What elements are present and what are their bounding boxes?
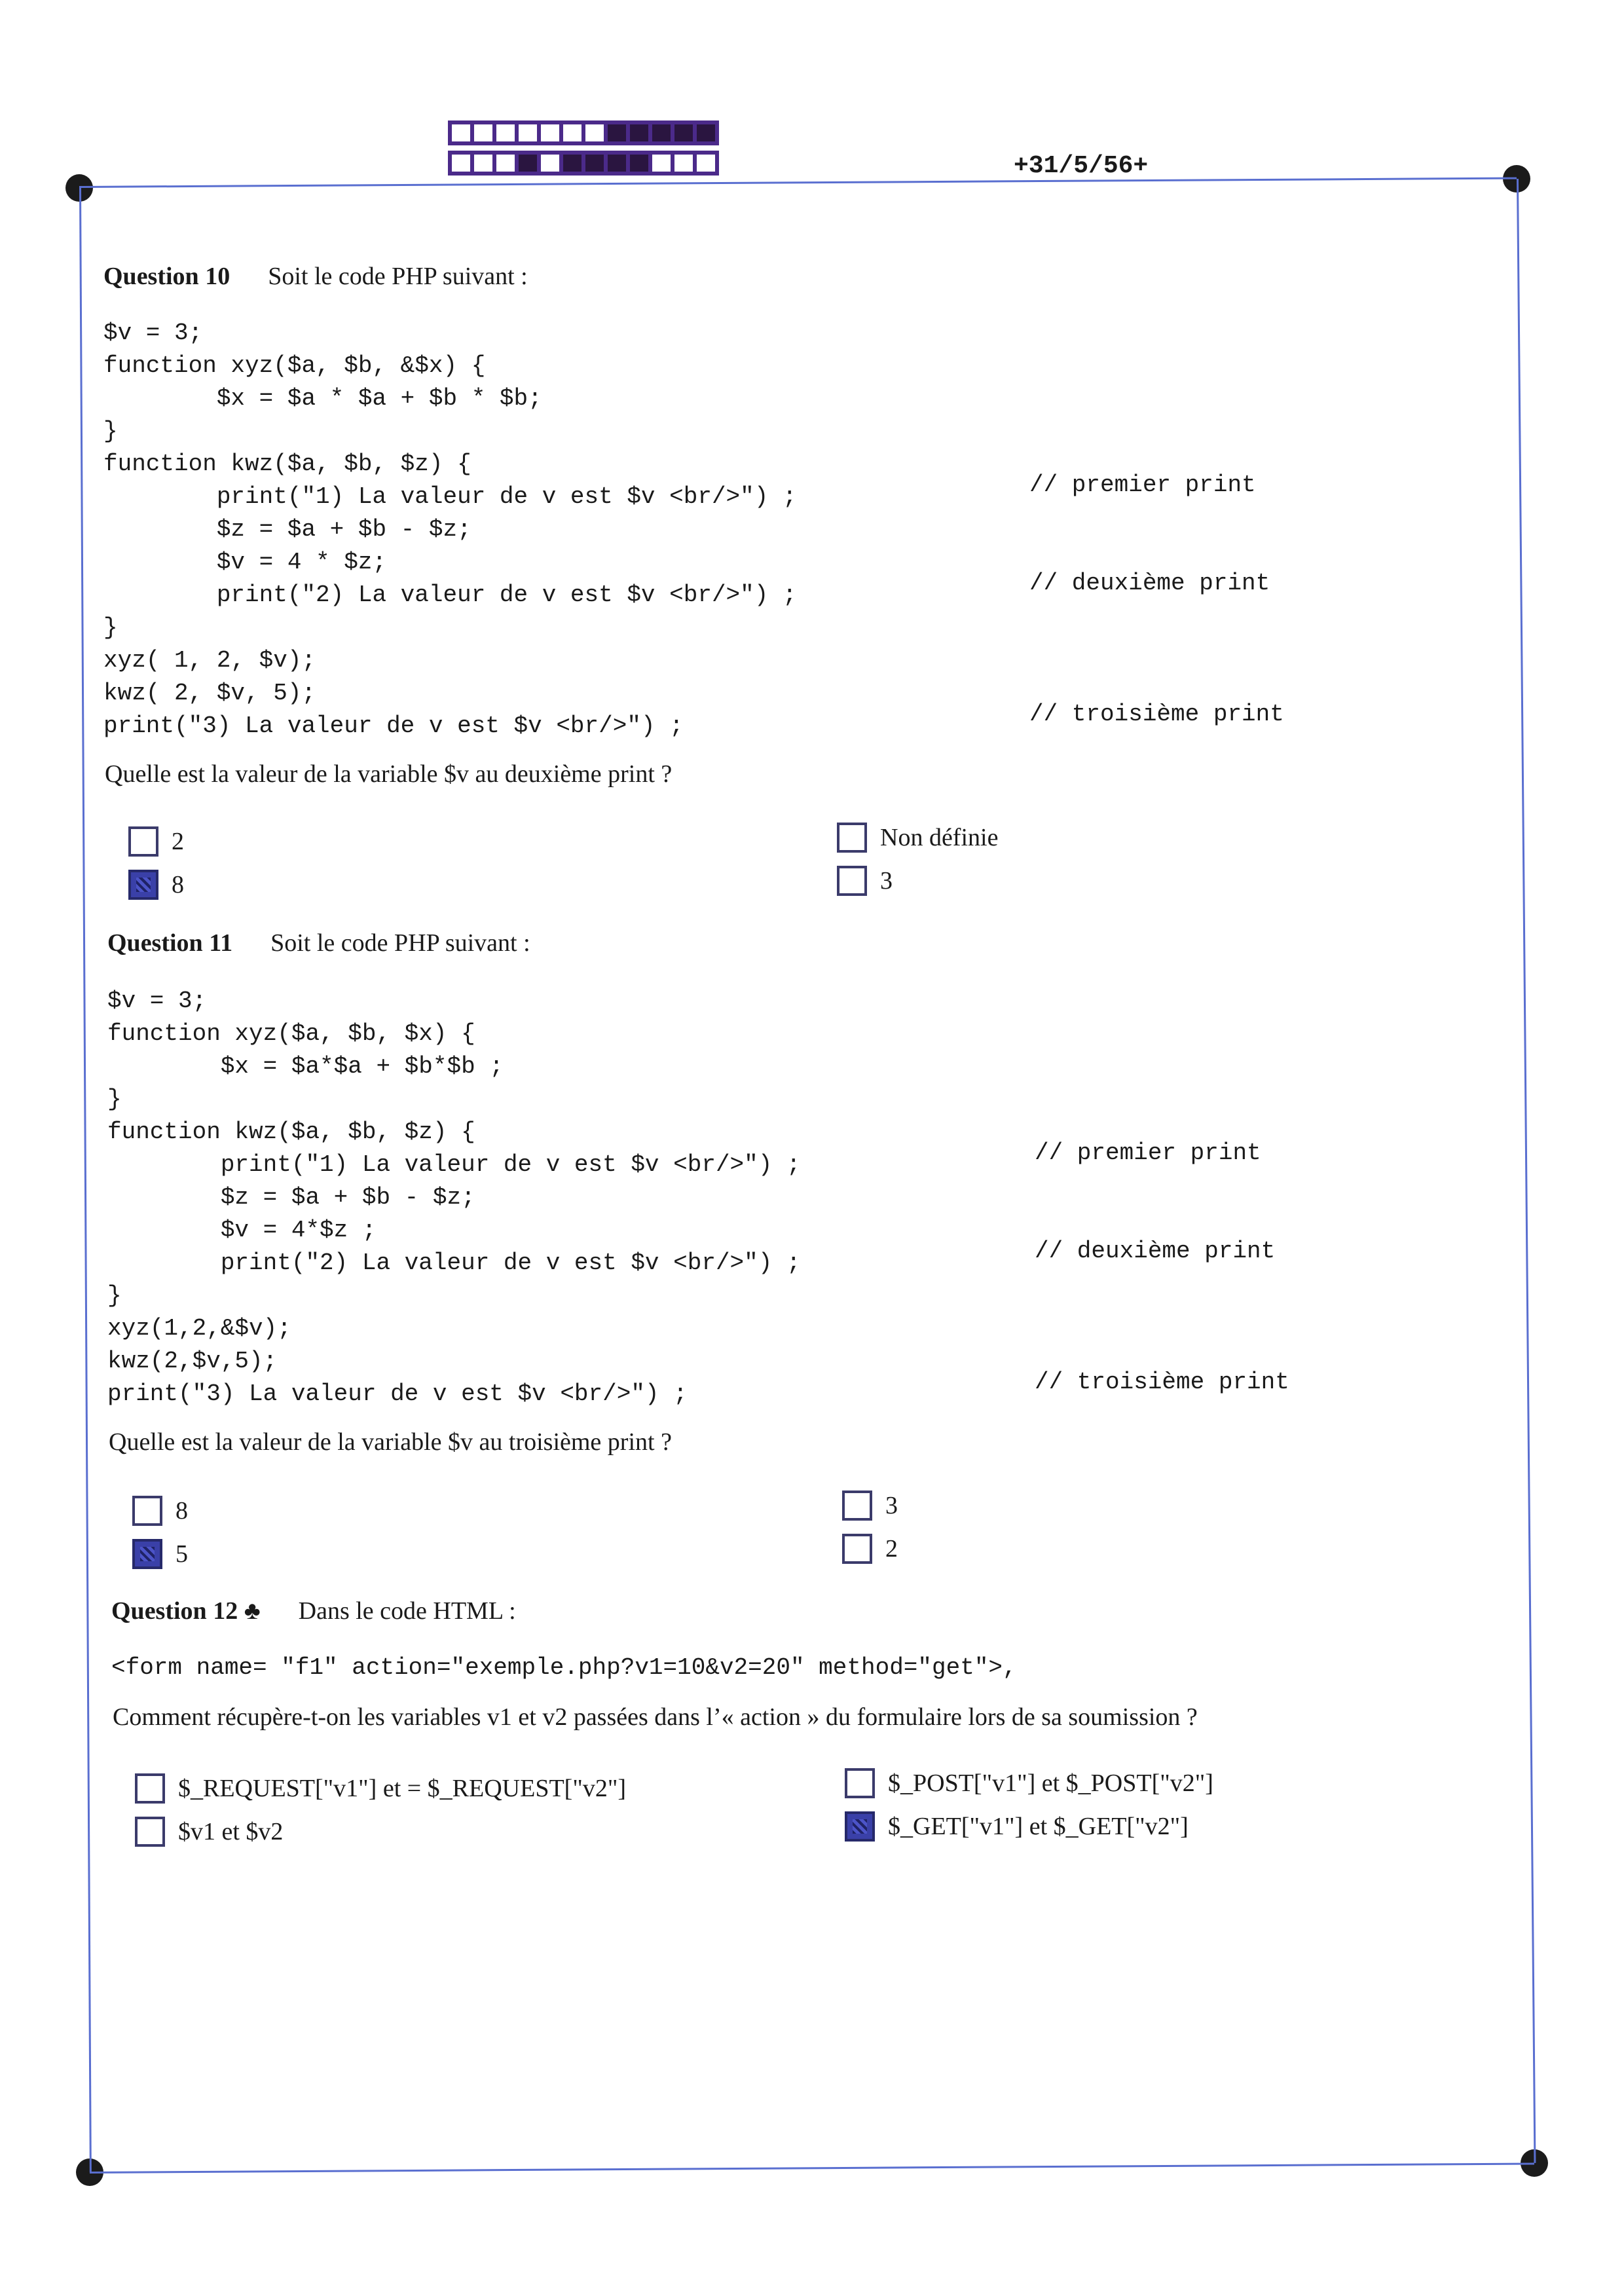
q11-prompt: Quelle est la valeur de la variable $v au troisième print ? bbox=[109, 1428, 672, 1456]
q11-checkbox-d[interactable] bbox=[842, 1534, 872, 1564]
q10-checkbox-b[interactable] bbox=[128, 870, 158, 900]
q10-option-c-label: Non définie bbox=[880, 824, 999, 851]
q11-comment-1: // premier print bbox=[1035, 1139, 1261, 1166]
barcode-bottom-bit-5 bbox=[561, 153, 583, 174]
q10-title bbox=[103, 262, 528, 291]
barcode-top-bit-2 bbox=[494, 122, 517, 143]
q12-prompt: Comment récupère-t-on les variables v1 et v2 passées dans l’« action » du formulaire lors de sa soumission ? bbox=[113, 1703, 1198, 1731]
q10-comment-3: // troisième print bbox=[1029, 701, 1284, 728]
q12-option-d-label: $_GET["v1"] et $_GET["v2"] bbox=[888, 1813, 1189, 1840]
barcode-bottom-bit-0 bbox=[450, 153, 472, 174]
q11-checkbox-b[interactable] bbox=[132, 1539, 162, 1569]
q10-option-a[interactable] bbox=[128, 826, 184, 857]
barcode-top-bit-4 bbox=[539, 122, 561, 143]
q11-number: Question 11 bbox=[107, 929, 233, 957]
q12-option-c[interactable] bbox=[845, 1768, 1213, 1798]
barcode-bottom-bit-9 bbox=[650, 153, 673, 174]
q11-option-d[interactable] bbox=[842, 1534, 898, 1564]
q11-checkbox-a[interactable] bbox=[132, 1496, 162, 1526]
q11-option-b-label: 5 bbox=[175, 1540, 188, 1568]
q12-option-d[interactable] bbox=[845, 1811, 1189, 1842]
q11-title bbox=[107, 929, 530, 957]
q11-comment-2: // deuxième print bbox=[1035, 1238, 1276, 1265]
q11-code: $v = 3; function xyz($a, $b, $x) { $x = $a*$a + $b*$b ; } function kwz($a, $b, $z) { print("1) La valeur de v est $v <br/>") ; $z = $a + $b - $z; $v = 4*$z ; print("2) La valeur de v est $v <br/>") ; } xyz(1,2,&$v); kwz(2,$v,5); print("3) La valeur de v est $v <br/>") ; bbox=[107, 988, 801, 1407]
q12-option-a[interactable] bbox=[135, 1773, 626, 1804]
barcode-top-bit-7 bbox=[606, 122, 628, 143]
q11-option-c[interactable] bbox=[842, 1491, 898, 1521]
barcode-top-bit-1 bbox=[472, 122, 494, 143]
q12-checkbox-d[interactable] bbox=[845, 1811, 875, 1842]
frame-bottom bbox=[90, 2163, 1534, 2174]
q10-option-a-label: 2 bbox=[172, 828, 184, 855]
barcode-bottom-bit-8 bbox=[628, 153, 650, 174]
barcode-bottom-bit-1 bbox=[472, 153, 494, 174]
q12-option-a-label: $_REQUEST["v1"] et = $_REQUEST["v2"] bbox=[178, 1775, 627, 1802]
barcode-bottom-bit-11 bbox=[695, 153, 717, 174]
barcode-top-bit-8 bbox=[628, 122, 650, 143]
q11-checkbox-c[interactable] bbox=[842, 1491, 872, 1521]
barcode-bottom-bit-2 bbox=[494, 153, 517, 174]
q10-intro: Soit le code PHP suivant : bbox=[268, 263, 528, 290]
barcode-bottom-bit-10 bbox=[673, 153, 695, 174]
q10-checkbox-a[interactable] bbox=[128, 826, 158, 857]
q10-comment-2: // deuxième print bbox=[1029, 570, 1270, 597]
q10-option-d[interactable] bbox=[837, 866, 893, 896]
q11-option-c-label: 3 bbox=[885, 1492, 898, 1519]
barcode-bottom-bit-6 bbox=[583, 153, 606, 174]
q10-checkbox-d[interactable] bbox=[837, 866, 867, 896]
q11-option-a[interactable] bbox=[132, 1496, 188, 1526]
q10-code: $v = 3; function xyz($a, $b, &$x) { $x = $a * $a + $b * $b; } function kwz($a, $b, $z) { print("1) La valeur de v est $v <br/>") ; $z = $a + $b - $z; $v = 4 * $z; print("2) La valeur de v est $v <br/>") ; } xyz( 1, 2, $v); kwz( 2, $v, 5); print("3) La valeur de v est $v <br/>") ; bbox=[103, 320, 797, 739]
q10-prompt: Quelle est la valeur de la variable $v au deuxième print ? bbox=[105, 760, 673, 788]
q11-comment-3: // troisième print bbox=[1035, 1369, 1289, 1396]
q10-option-d-label: 3 bbox=[880, 867, 893, 895]
frame-top bbox=[79, 177, 1517, 188]
q12-checkbox-b[interactable] bbox=[135, 1817, 165, 1847]
q10-option-b-label: 8 bbox=[172, 871, 184, 898]
q12-code: <form name= "f1" action="exemple.php?v1=10&v2=20" method="get">, bbox=[111, 1654, 1017, 1681]
page-id: +31/5/56+ bbox=[1014, 152, 1149, 180]
q10-checkbox-c[interactable] bbox=[837, 823, 867, 853]
q11-option-d-label: 2 bbox=[885, 1535, 898, 1563]
barcode-bottom-bit-3 bbox=[517, 153, 539, 174]
barcode-top-bit-0 bbox=[450, 122, 472, 143]
q12-option-b-label: $v1 et $v2 bbox=[178, 1818, 284, 1845]
frame-left bbox=[79, 188, 92, 2172]
q12-title bbox=[111, 1597, 516, 1625]
q11-option-a-label: 8 bbox=[175, 1497, 188, 1525]
barcode-bottom-bit-7 bbox=[606, 153, 628, 174]
q10-option-c[interactable] bbox=[837, 823, 998, 853]
q10-number: Question 10 bbox=[103, 263, 231, 290]
barcode-top bbox=[448, 120, 719, 145]
barcode-top-bit-5 bbox=[561, 122, 583, 143]
q11-intro: Soit le code PHP suivant : bbox=[270, 929, 530, 957]
barcode-top-bit-3 bbox=[517, 122, 539, 143]
q12-checkbox-a[interactable] bbox=[135, 1773, 165, 1804]
barcode-top-bit-11 bbox=[695, 122, 717, 143]
barcode-top-bit-6 bbox=[583, 122, 606, 143]
barcode-bottom bbox=[448, 151, 719, 176]
q12-option-c-label: $_POST["v1"] et $_POST["v2"] bbox=[888, 1769, 1213, 1797]
q12-intro: Dans le code HTML : bbox=[298, 1597, 516, 1625]
barcode-bottom-bit-4 bbox=[539, 153, 561, 174]
frame-right bbox=[1517, 179, 1536, 2163]
q12-option-b[interactable] bbox=[135, 1817, 283, 1847]
q10-option-b[interactable] bbox=[128, 870, 184, 900]
barcode-top-bit-10 bbox=[673, 122, 695, 143]
q11-option-b[interactable] bbox=[132, 1539, 188, 1569]
q12-number: Question 12 ♣ bbox=[111, 1597, 261, 1625]
q10-comment-1: // premier print bbox=[1029, 472, 1256, 498]
q12-checkbox-c[interactable] bbox=[845, 1768, 875, 1798]
barcode-top-bit-9 bbox=[650, 122, 673, 143]
